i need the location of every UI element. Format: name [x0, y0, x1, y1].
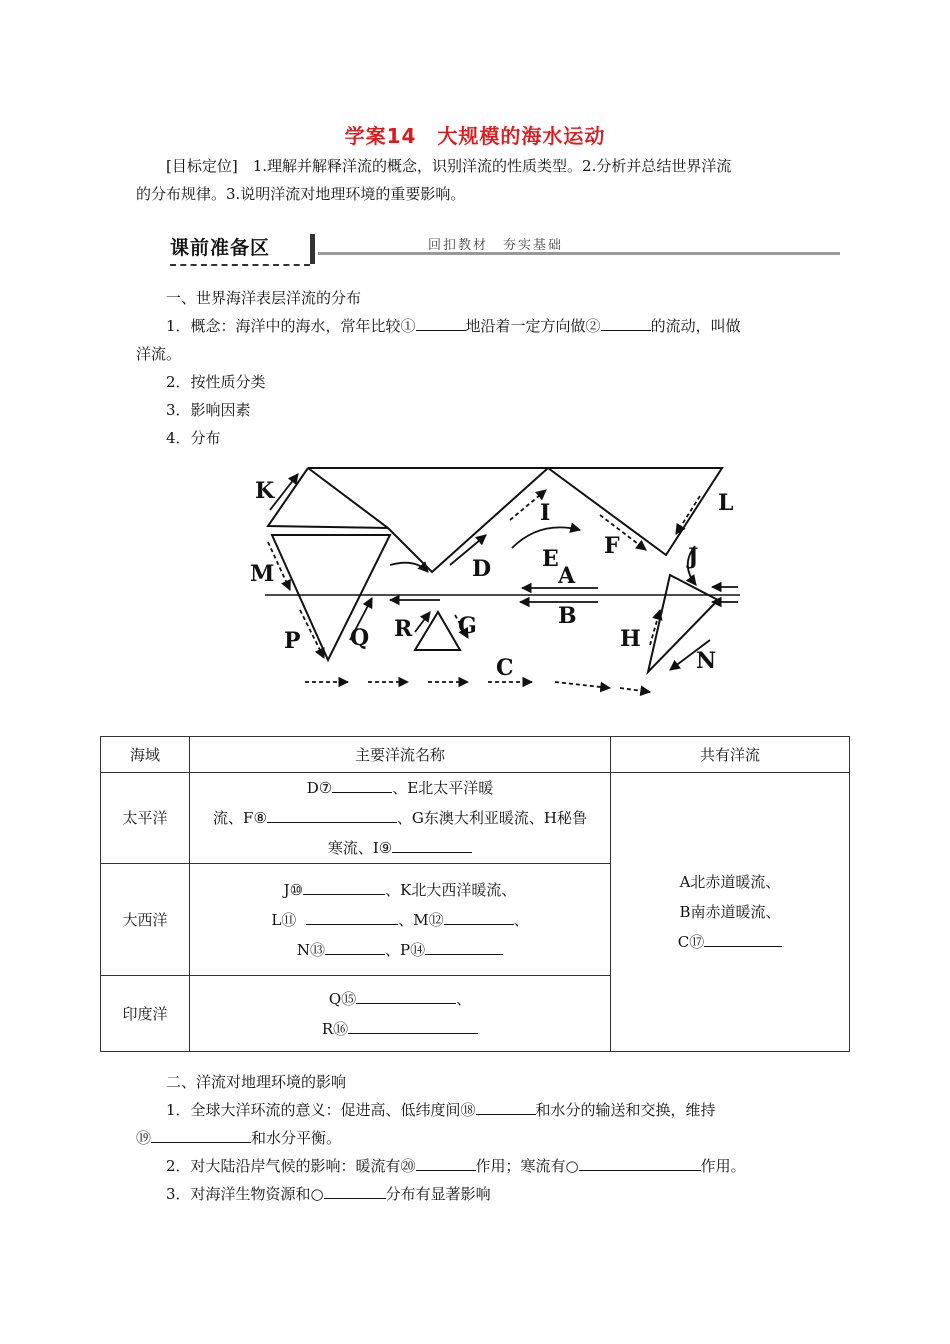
concept-text-b: 地沿着一定方向做②: [465, 317, 601, 335]
cell-text: 、P⑭: [385, 940, 426, 959]
banner-subtitle: 回扣教材 夯实基础: [428, 238, 564, 253]
banner-divider: [310, 234, 315, 264]
shared-c: C⑰: [677, 933, 705, 951]
label-q: Q: [350, 625, 370, 651]
climate-text-a: 2．对大陆沿岸气候的影响：暖流有⑳: [166, 1157, 416, 1175]
shared-b: B南赤道暖流、: [679, 903, 781, 921]
label-g: G: [458, 613, 477, 639]
distribution-item: 4．分布: [166, 429, 221, 447]
blank-11[interactable]: [306, 908, 398, 925]
cell-text: 、M⑫: [398, 910, 444, 929]
concept-line-2: 洋流。: [136, 345, 182, 363]
label-j: J: [688, 544, 699, 570]
label-l: L: [718, 490, 734, 516]
goal-text-1: 1.理解并解释洋流的概念，识别洋流的性质类型。2.分析并总结世界洋流: [237, 157, 732, 175]
label-m: M: [250, 561, 275, 587]
blank-12[interactable]: [444, 908, 514, 925]
blank-21[interactable]: [579, 1154, 701, 1171]
blank-15[interactable]: [356, 987, 456, 1004]
table-row: [101, 773, 850, 864]
ocean-indian: 印度洋: [101, 976, 190, 1052]
blank-18[interactable]: [476, 1098, 536, 1115]
cell-text: 、G东澳大利亚暖流、H秘鲁: [396, 809, 587, 827]
atlantic-currents: [190, 864, 611, 976]
cell-text: Q⑮: [328, 989, 357, 1008]
classify-item: 2．按性质分类: [166, 373, 266, 391]
header-main-currents: 主要洋流名称: [190, 737, 611, 773]
pacific-currents: [190, 773, 611, 864]
cell-text: 、E北太平洋暖: [392, 779, 494, 797]
cell-text: D⑦: [306, 779, 333, 797]
north-atlantic-triangle: [268, 468, 388, 528]
label-n: N: [696, 648, 717, 674]
goal-label: [目标定位]: [166, 157, 238, 175]
blank-7[interactable]: [332, 776, 392, 793]
cell-text: 、: [513, 910, 529, 929]
ocean-atlantic: 大西洋: [101, 864, 190, 976]
label-k: K: [255, 478, 275, 504]
blank-22[interactable]: [324, 1182, 386, 1199]
significance-text-d: 和水分平衡。: [251, 1129, 342, 1147]
label-d: D: [472, 556, 492, 582]
australia-shape: [415, 612, 460, 650]
label-f: F: [604, 533, 620, 559]
biology-text-b: 分布有显著影响: [385, 1185, 491, 1203]
cell-text: 、: [456, 989, 472, 1008]
blank-10[interactable]: [303, 878, 385, 895]
label-r: R: [394, 616, 413, 642]
arrow-e-curve: [512, 527, 580, 548]
cell-text: 寒流、I⑨: [327, 839, 393, 857]
blank-20[interactable]: [416, 1154, 476, 1171]
north-coast-line: [308, 468, 722, 572]
factors-item: 3．影响因素: [166, 401, 251, 419]
biology-line: [136, 1181, 826, 1208]
arrow-c5: [555, 682, 610, 688]
arrow-p: [300, 610, 324, 658]
ocean-pacific: 太平洋: [101, 773, 190, 864]
header-ocean: 海域: [101, 737, 190, 773]
significance-text-a: 1．全球大洋环流的意义：促进高、低纬度间⑱: [166, 1101, 476, 1119]
blank-8[interactable]: [267, 806, 397, 823]
blank-14[interactable]: [425, 938, 503, 955]
arrow-c6: [620, 688, 650, 692]
significance-text-c: ⑲: [136, 1129, 152, 1147]
arrow-eddy: [390, 563, 428, 572]
cell-text: L⑪: [271, 910, 297, 929]
label-a: A: [558, 563, 576, 589]
concept-line: [136, 313, 826, 340]
ocean-current-table: [100, 736, 850, 1052]
significance-line-2: [136, 1125, 826, 1152]
cell-text: N⑬: [296, 940, 326, 959]
significance-line: [136, 1097, 826, 1124]
climate-text-b: 作用；寒流有○: [475, 1157, 579, 1175]
header-shared-currents: 共有洋流: [611, 737, 850, 773]
label-i: I: [540, 500, 551, 526]
blank-17[interactable]: [704, 930, 782, 947]
label-h: H: [620, 626, 641, 652]
blank-16[interactable]: [348, 1017, 478, 1034]
label-e: E: [542, 546, 559, 572]
goal-paragraph: [136, 153, 826, 180]
arrow-l: [676, 496, 700, 534]
label-p: P: [284, 628, 301, 654]
blank-13[interactable]: [325, 938, 385, 955]
banner-title: 课前准备区: [170, 232, 310, 266]
climate-text-c: 作用。: [700, 1157, 746, 1175]
concept-text-c: 的流动，叫做: [650, 317, 741, 335]
blank-9[interactable]: [392, 836, 472, 853]
indian-currents: [190, 976, 611, 1052]
concept-text-a: 1．概念：海洋中的海水，常年比较①: [166, 317, 416, 335]
significance-text-b: 和水分的输送和交换，维持: [535, 1101, 716, 1119]
arrow-k: [270, 474, 298, 510]
label-b: B: [558, 603, 577, 629]
cell-text: 流、F⑧: [213, 809, 267, 827]
cell-text: J⑩: [283, 880, 304, 899]
goal-paragraph-2: [136, 181, 826, 208]
section2-heading: 二、洋流对地理环境的影响: [166, 1073, 347, 1091]
banner-rule: [318, 252, 840, 255]
section-banner: [170, 232, 840, 266]
blank-2[interactable]: [601, 314, 651, 331]
cell-text: R⑯: [321, 1019, 349, 1038]
goal-text-2: 的分布规律。3.说明洋流对地理环境的重要影响。: [136, 185, 466, 203]
shared-currents: [611, 773, 850, 1052]
biology-text-a: 3．对海洋生物资源和○: [166, 1185, 324, 1203]
shared-a: A北赤道暖流、: [679, 873, 781, 891]
climate-line: [136, 1153, 826, 1180]
blank-19[interactable]: [151, 1126, 251, 1143]
cell-text: 、K北大西洋暖流、: [385, 880, 517, 899]
blank-1[interactable]: [416, 314, 466, 331]
ocean-current-diagram: [250, 460, 750, 710]
page-title: 学案14 大规模的海水运动: [344, 124, 606, 148]
label-c: C: [496, 655, 514, 681]
section1-heading: 一、世界海洋表层洋流的分布: [166, 289, 362, 307]
